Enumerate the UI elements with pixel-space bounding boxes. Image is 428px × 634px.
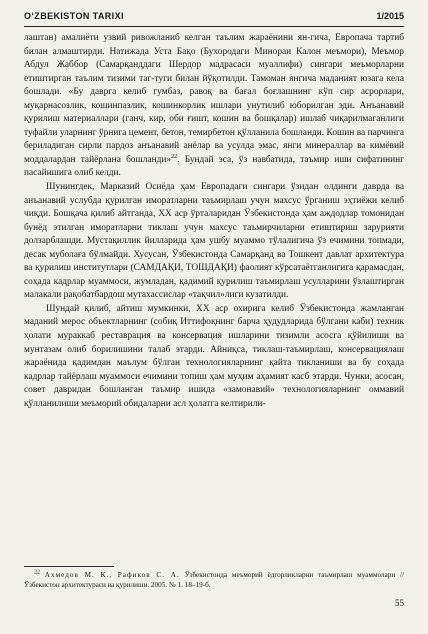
paragraph: лаштан) амалиёти узвий ривожланиб келган таълим жараёнини ян-гича, Европача тартиб билан алмаштирди. Натижада Уста Бақо (Бухородаги Минораи Калон меъмори), Меъмор Абдул Жаббор (Самарқанддаги Шердор мадрасаси муаллифи) сингари меъморларни етиштирган таълим тизими таг-туги билан йўқотилди. Тамоман янгича маданият юзага кела бошлади. «Бу даврга келиб гумбаз, равоқ ва бағал боғлашнинг кўп сир асрорлари, муқарнасозлик, кошинпазлик, кошинкорлик ишлари унутилиб юборилган эди. Анъанавий қурилиш материаллари (ганч, кир, оби ғишт, кошин ва бошқалар) ишлаб чиқарилмаганлиги туфайли уларнинг ўрнига цемент, бетон, темирбетон қўлланила бошланди. Кошин ва парчинга бериладиган сирли пардоз анъанавий анёлар ва усулда эмас, янги минераллар ва кимёвий моддалардан тайёрлана бошланди»$^{22}$. Бундай эса, ўз навбатида, таъмир иши сифатининг пасайишига олиб келди. — [24, 33, 404, 179]
paragraph: Шундай қилиб, айтиш мумкинки, XX аср охирига келиб Ўзбекистонда жамланган маданий мерос объектларнинг (собиқ Иттифоқнинг барча ҳудудларида бўлгани каби) техник ҳолати мураккаб реставрация ва консервация ишларини тизимли асосга қўйилиши ва мунтазам олиб борилишини талаб этарди. Айниқса, тиклаш-таъмирлаш, консервациялаш жараёнида қадимдан маълум бўлган технологияларнинг қайта тикланиши ва бу соҳада кадрлар тайёрлаш муаммоси ечимини топиш ҳам муҳим аҳамият касб этарди. Чунки, асосан, совет давридан бошланган таъмир ишида «замонавий» технологияларнинг оммавий қўлланилиши меъморий обидаларни асл ҳолатга келтирили- — [24, 303, 404, 409]
page-number: 55 — [395, 598, 404, 608]
footnote-ref: 22 — [171, 153, 178, 160]
footnote — [24, 570, 404, 590]
running-header — [24, 11, 404, 25]
footnote-authors: Ахмедов М. К., Рафиков С. А. — [44, 571, 180, 579]
issue-number: 1/2015 — [376, 11, 404, 21]
footnote-text: Ўзбекистонда меъморий ёдгорликларни таъмирлаш муаммолари // Ўзбекистон архитектураси ва қурилиши. 2005. № 1. 18–19-б. — [24, 571, 405, 589]
article-body — [24, 32, 404, 411]
paragraph: Шунингдек, Марказий Осиёда ҳам Европадаги сингари ўзидан олдинги даврда ва анъанавий услубда қурилган иморатларни таъмирлаш учун махсус ўрганиш эҳтиёжи келиб чиқди. Бошқача қилиб айтганда, XX аср ўрталаридан Ўзбекистонда ҳам аждодлар томонидан бунёд этилган иморатларни тиклаш учун махсус таъмирчиларни етиштириш зарурияти долзарблашди. Мустақиллик йилларида ҳам ушбу муаммо тўлалигича ўз ечимини топмади, десак муболаға бўлмайди. Хусусан, Ўзбекистонда Самарқанд ва Тошкент давлат архитектура ва қурилиш институтлари (САМДАҚИ, ТОШДАҚИ) фаолият кўрсатаётганлигига қарамасдан, соҳада кадрлар муаммоси, жумладан, қадимий қурилиш таъмирлаш усулларини ўзлаштирган малакали рақобатбардош мутахассислар «тақчил»лиги кузатилди. — [24, 182, 404, 301]
footnote-number: 22 — [34, 569, 40, 576]
footnote-rule — [24, 566, 114, 567]
journal-title: O‘ZBEKISTON TARIXI — [24, 11, 124, 21]
header-rule — [24, 26, 404, 27]
